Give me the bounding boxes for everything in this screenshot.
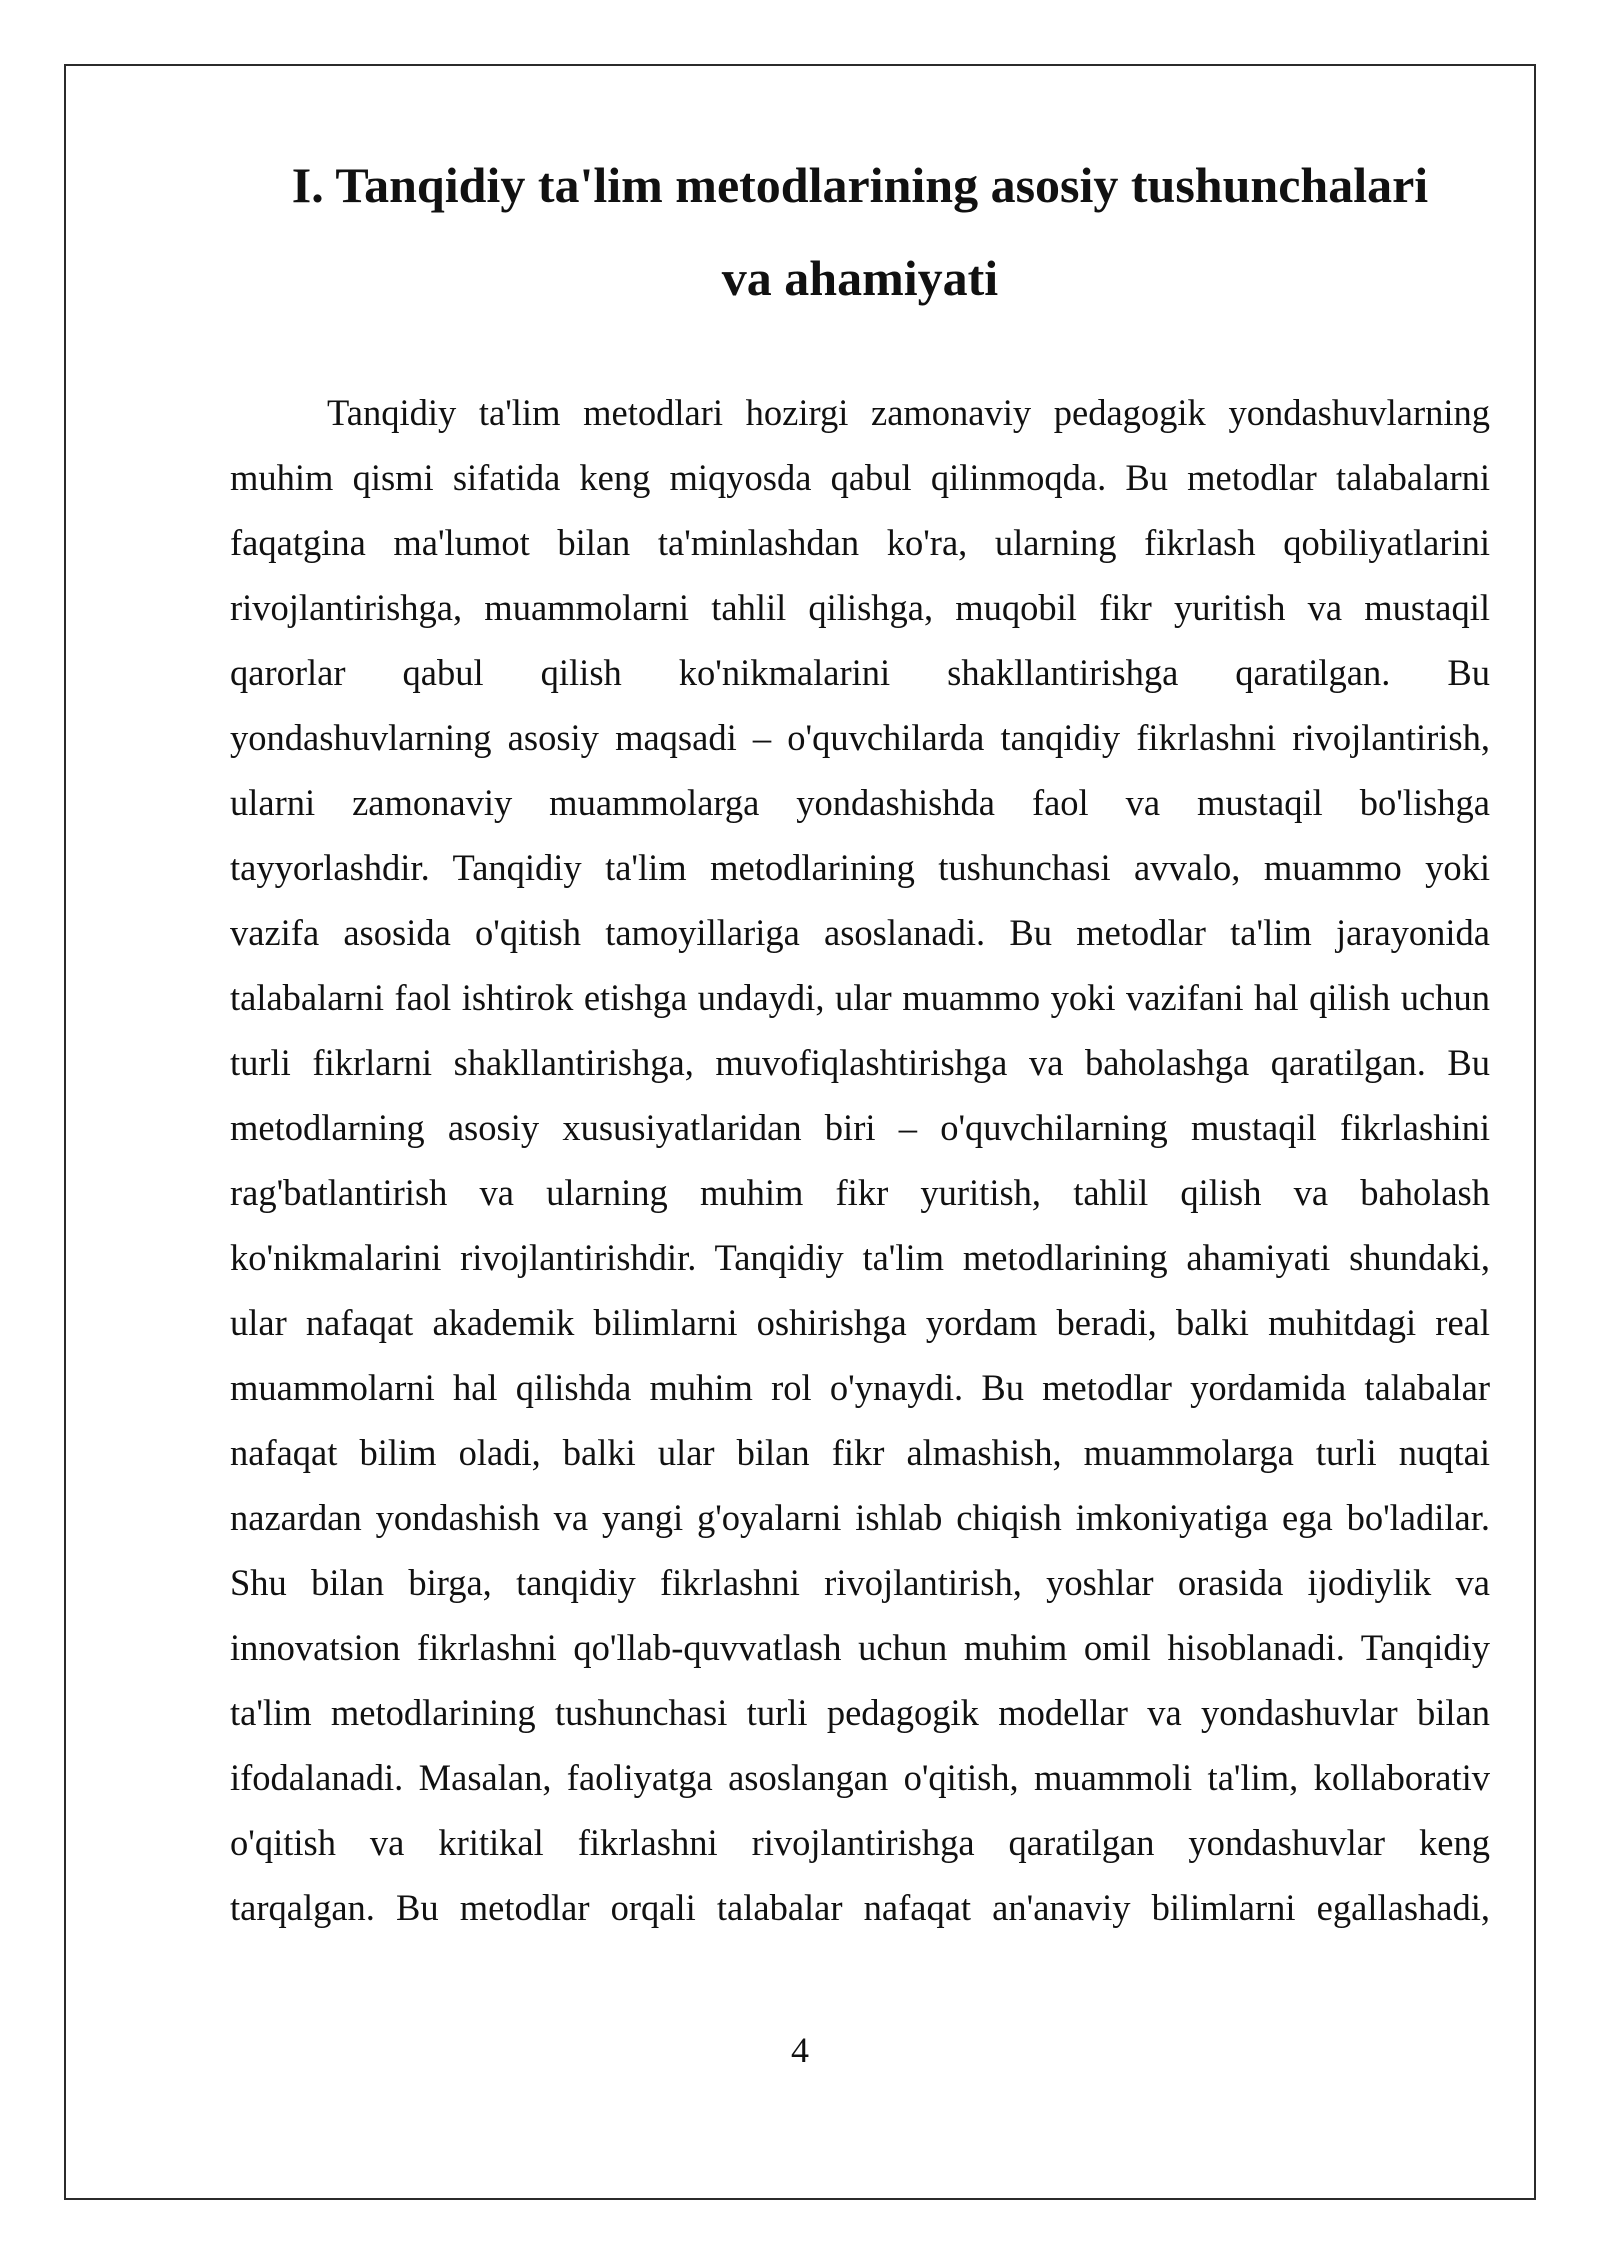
section-title-continuation: va ahamiyati (721, 250, 999, 306)
section-title: I. Tanqidiy ta'lim metodlarining asosiy tushunchalari (291, 157, 1429, 213)
paragraph-line: rivojlantirishga, muammolarni tahlil qilishga, muqobil fikr yuritish va mustaqil (230, 587, 1490, 628)
paragraph-line: tayyorlashdir. Tanqidiy ta'lim metodlarining tushunchasi avvalo, muammo yoki (230, 847, 1490, 888)
paragraph-line: tarqalgan. Bu metodlar orqali talabalar nafaqat an'anaviy bilimlarni egallashadi, (230, 1887, 1490, 1928)
paragraph-line: Tanqidiy ta'lim metodlari hozirgi zamonaviy pedagogik yondashuvlarning (327, 392, 1490, 433)
paragraph-line: nazardan yondashish va yangi g'oyalarni ishlab chiqish imkoniyatiga ega bo'ladilar. (230, 1497, 1490, 1538)
paragraph-line: vazifa asosida o'qitish tamoyillariga asoslanadi. Bu metodlar ta'lim jarayonida (230, 912, 1490, 953)
paragraph-line: muhim qismi sifatida keng miqyosda qabul qilinmoqda. Bu metodlar talabalarni (230, 457, 1490, 498)
page-number: 4 (791, 2030, 809, 2070)
paragraph-line: o'qitish va kritikal fikrlashni rivojlantirishga qaratilgan yondashuvlar keng (230, 1822, 1490, 1863)
paragraph-line: Shu bilan birga, tanqidiy fikrlashni rivojlantirish, yoshlar orasida ijodiylik va (230, 1562, 1490, 1603)
paragraph-line: yondashuvlarning asosiy maqsadi – o'quvchilarda tanqidiy fikrlashni rivojlantirish, (230, 717, 1490, 758)
paragraph-line: faqatgina ma'lumot bilan ta'minlashdan ko'ra, ularning fikrlash qobiliyatlarini (230, 522, 1490, 563)
paragraph-line: turli fikrlarni shakllantirishga, muvofiqlashtirishga va baholashga qaratilgan. Bu (230, 1042, 1490, 1083)
paragraph-line: nafaqat bilim oladi, balki ular bilan fikr almashish, muammolarga turli nuqtai (230, 1432, 1490, 1473)
paragraph-line: ta'lim metodlarining tushunchasi turli pedagogik modellar va yondashuvlar bilan (230, 1692, 1490, 1733)
paragraph-line: ifodalanadi. Masalan, faoliyatga asoslangan o'qitish, muammoli ta'lim, kollaborativ (230, 1757, 1490, 1798)
body-paragraph (230, 380, 1490, 1940)
paragraph-line: ularni zamonaviy muammolarga yondashishda faol va mustaqil bo'lishga (230, 782, 1490, 823)
paragraph-line: rag'batlantirish va ularning muhim fikr yuritish, tahlil qilish va baholash (230, 1172, 1490, 1213)
paragraph-line: qarorlar qabul qilish ko'nikmalarini shakllantirishga qaratilgan. Bu (230, 652, 1490, 693)
paragraph-line: ular nafaqat akademik bilimlarni oshirishga yordam beradi, balki muhitdagi real (230, 1302, 1490, 1343)
paragraph-line: metodlarning asosiy xususiyatlaridan biri – o'quvchilarning mustaqil fikrlashini (230, 1107, 1490, 1148)
paragraph-line: muammolarni hal qilishda muhim rol o'ynaydi. Bu metodlar yordamida talabalar (230, 1367, 1490, 1408)
paragraph-line: ko'nikmalarini rivojlantirishdir. Tanqidiy ta'lim metodlarining ahamiyati shundaki, (230, 1237, 1490, 1278)
paragraph-line: talabalarni faol ishtirok etishga undaydi, ular muammo yoki vazifani hal qilish uchun (230, 977, 1490, 1018)
paragraph-line: innovatsion fikrlashni qo'llab-quvvatlash uchun muhim omil hisoblanadi. Tanqidiy (230, 1627, 1490, 1668)
